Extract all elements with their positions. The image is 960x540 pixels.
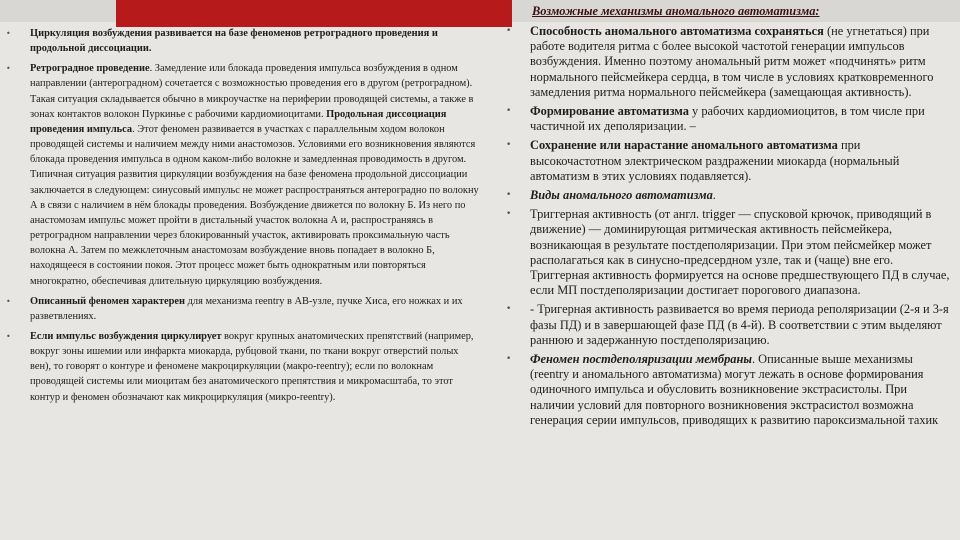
bullet-icon: •: [6, 331, 11, 341]
list-item: [6, 329, 482, 405]
bullet-icon: •: [506, 190, 512, 201]
right-heading: Возможные механизмы аномального автоматизма:: [532, 4, 820, 18]
list-item: [506, 302, 952, 348]
item-text: - Тригерная активность развивается во время периода реполяризации (2-я и 3-я фазы ПД) и в завершающей фазе ПД (в 4-й). В соответствии с этим выделяют раннюю и задержанную постдеполяризацию.: [530, 302, 949, 347]
item-bold-italic: Феномен постдеполяризации мембраны: [530, 352, 752, 367]
item-text: Триггерная активность (от англ. trigger — спусковой крючок, приводящий в движение) — доминирующая ритмическая активность пейсмейкера, возникающая в результате постдеполяризации. При этом пейсмейкер может располагаться как в синусно-предсердном узле, так и (чаще) вне его. Триггерная активность формируется на основе предшествующего ПД в случае, если МП постдеполяризации достигает порогового диапазона.: [530, 207, 950, 298]
item-text: для механизма reentry в АВ-узле, пучке Хиса, его ножках и их разветвлениях.: [30, 295, 463, 322]
item-text: . Описанные выше механизмы (reentry и аномального автоматизма) могут лежать в основе формирования одиночного импульса и обусловить возникновение экстрасистолы. При наличии условий для повторного возникновения экстрасистол возможна генерация серии импульсов, приводящих к развитию пароксизмальной тахик: [530, 352, 939, 427]
bullet-icon: •: [506, 26, 512, 36]
bullet-icon: •: [6, 29, 11, 38]
item-text: . Замедление или блокада проведения импульса возбуждения в одном направлении (антероградном) сочетается с возможностью проведения его в другом (ретроградном). Такая ситуация складывается обычно в микроучастке на периферии проводящей системы, а также в зонах контактов волокон Пуркинье с рабочими кардиомиоцитами.: [30, 63, 474, 120]
list-item: [506, 24, 952, 100]
list-item: [6, 294, 482, 324]
item-text: вокруг крупных анатомических препятствий (например, вокруг зоны ишемии или инфаркта миокарда, рубцовой ткани, по ткани вокруг отверстий полых вен), то говорят о контуре и феномене макроциркуляции (макро-reentry); если по волокнам проводящей системы или миоцитам без анатомического препятствия и микромасштаба, то этот контур и феномен обозначают как микроциркуляция (микро-reentry).: [30, 330, 474, 403]
item-bold: Ретроградное проведение: [30, 63, 150, 75]
item-bold: Способность аномального автоматизма сохраняться: [530, 24, 824, 38]
right-column: [506, 24, 952, 432]
left-list: [6, 26, 482, 405]
item-bold: Формирование автоматизма: [530, 104, 689, 119]
left-column: [6, 26, 482, 410]
item-text: у рабочих кардиомиоцитов, в том числе при частичной их деполяризации. –: [530, 104, 925, 134]
item-text: .: [712, 188, 716, 203]
list-item: [506, 188, 952, 203]
list-item: [506, 104, 952, 134]
item-bold: Сохранение или нарастание аномального автоматизма: [530, 138, 838, 153]
list-item: [6, 61, 482, 288]
right-list: [506, 24, 952, 428]
bullet-icon: •: [506, 140, 512, 151]
list-item: [506, 207, 952, 298]
bullet-icon: •: [6, 64, 11, 74]
list-item: [506, 352, 952, 428]
item-bold: Циркуляция возбуждения развивается на базе феноменов ретроградного проведения и продольной диссоциации.: [30, 28, 438, 55]
bullet-icon: •: [506, 354, 512, 365]
title-band: [116, 0, 512, 27]
item-bold: Если импульс возбуждения циркулирует: [30, 330, 222, 342]
bullet-icon: •: [506, 106, 512, 117]
item-text-2: . Этот феномен развивается в участках с параллельным ходом волокон проводящей системы и наличием между ними анастомозов. Условиями его возникновения являются блокада проведения импульса в одном каком-либо волокне и замедленная проводимость в другом. Типичная ситуация развития циркуляции возбуждения на базе феномена продольной диссоциации заключается в следующем: синусовый импульс не может распространяться антероградно по волокну А в связи с наличием в нём блокады проведения. Возбуждение движется по волокну Б. Из него по анастомозам импульс может пройти в дистальный участок волокна А и, распространяясь в ретроградном направлении через блокированный участок, активировать проксимальную часть волокна А. Затем по межклеточным анастомозам возбуждение вновь попадает в волокно Б, находящееся в состоянии покоя. Этот процесс может быть однократным или повторяться многократно, обеспечивая длительную циркуляцию возбуждения.: [30, 123, 479, 287]
item-bold-italic: Виды аномального автоматизма: [530, 188, 713, 203]
bullet-icon: •: [6, 296, 11, 306]
list-item: [506, 138, 952, 184]
bullet-icon: •: [506, 209, 512, 220]
item-text: при высокочастотном электрическом раздражении миокарда (нормальный автоматизм в этих условиях подавляется).: [530, 138, 900, 183]
item-bold: Описанный феномен характерен: [30, 295, 186, 307]
list-item: [6, 26, 482, 56]
item-text: (не угнетаться) при работе водителя ритма с более высокой частотой генерации импульсов возбуждения. Именно поэтому аномальный ритм может «подчинять» ритм нормального пейсмейкера сердца, в том числе в условиях кратковременного замедления ритма нормального пейсмейкера (замещающая активность).: [530, 24, 934, 99]
bullet-icon: •: [506, 304, 512, 315]
item-bold-2: Продольная диссоциация проведения импульса: [30, 108, 447, 135]
